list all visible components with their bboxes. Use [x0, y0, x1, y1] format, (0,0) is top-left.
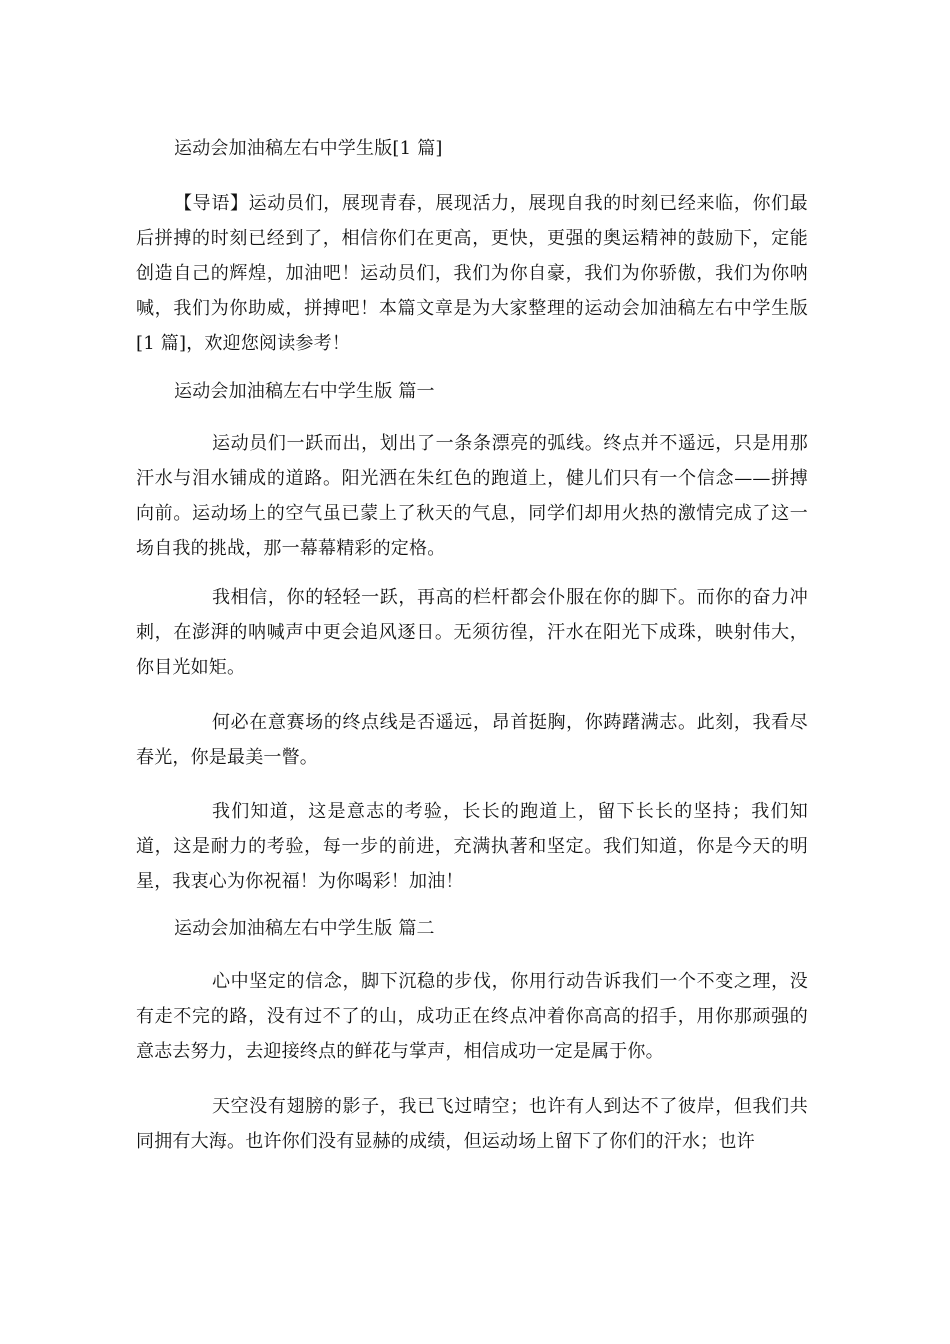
paragraph: 天空没有翅膀的影子，我已飞过晴空；也许有人到达不了彼岸，但我们共同拥有大海。也许你们没有显赫的成绩，但运动场上留下了你们的汗水；也许	[136, 1096, 808, 1152]
paragraph: 我相信，你的轻轻一跃，再高的栏杆都会仆服在你的脚下。而你的奋力冲刺，在澎湃的呐喊声中更会追风逐日。无须彷徨，汗水在阳光下成珠，映射伟大，你目光如矩。	[136, 587, 808, 678]
section-heading-1: 运动会加油稿左右中学生版 篇一	[174, 381, 435, 402]
document-title: 运动会加油稿左右中学生版[1 篇]	[174, 138, 443, 159]
intro-paragraph: 【导语】运动员们，展现青春，展现活力，展现自我的时刻已经来临，你们最后拼搏的时刻已经到了，相信你们在更高，更快，更强的奥运精神的鼓励下，定能创造自己的辉煌，加油吧！运动员们，我们为你自豪，我们为你骄傲，我们为你呐喊，我们为你助威，拼搏吧！本篇文章是为大家整理的运动会加油稿左右中学生版[1 篇]，欢迎您阅读参考！	[136, 193, 808, 354]
section-heading-2: 运动会加油稿左右中学生版 篇二	[174, 918, 435, 939]
paragraph: 我们知道，这是意志的考验，长长的跑道上，留下长长的坚持；我们知道，这是耐力的考验，每一步的前进，充满执著和坚定。我们知道，你是今天的明星，我衷心为你祝福！为你喝彩！加油！	[136, 801, 808, 892]
paragraph: 何必在意赛场的终点线是否遥远，昂首挺胸，你踌躇满志。此刻，我看尽春光，你是最美一瞥。	[136, 712, 808, 768]
paragraph: 运动员们一跃而出，划出了一条条漂亮的弧线。终点并不遥远，只是用那汗水与泪水铺成的道路。阳光洒在朱红色的跑道上，健儿们只有一个信念——拼搏向前。运动场上的空气虽已蒙上了秋天的气息，同学们却用火热的激情完成了这一场自我的挑战，那一幕幕精彩的定格。	[136, 433, 808, 559]
paragraph: 心中坚定的信念，脚下沉稳的步伐，你用行动告诉我们一个不变之理，没有走不完的路，没有过不了的山，成功正在终点冲着你高高的招手，用你那顽强的意志去努力，去迎接终点的鲜花与掌声，相信成功一定是属于你。	[136, 971, 808, 1062]
